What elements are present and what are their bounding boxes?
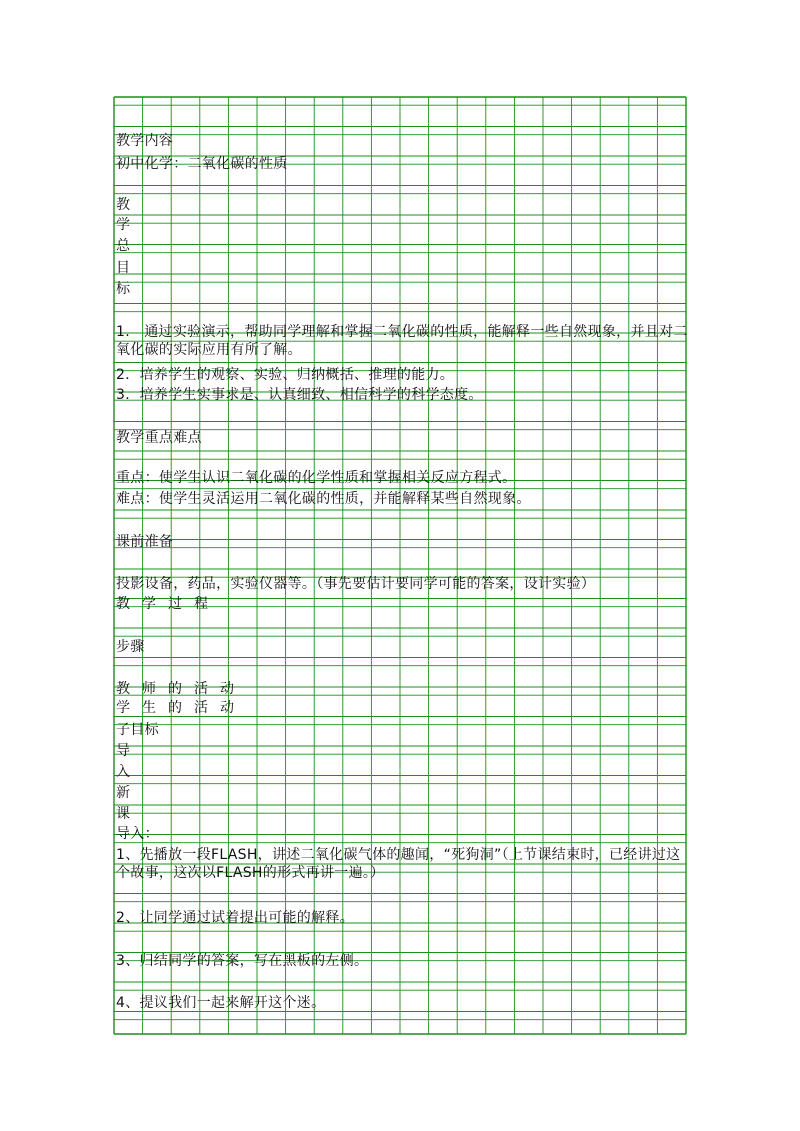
goals-label-char: 目 <box>116 260 131 276</box>
step-2: 2、让同学通过试着提出可能的解释。 <box>116 910 355 926</box>
heading-preparation: 课前准备 <box>116 534 174 550</box>
goal-1: 1. 通过实验演示，帮助同学理解和掌握二氧化碳的性质，能解释一些自然现象，并且对二氧化碳的实际应用有所了解。 <box>116 324 688 358</box>
course-title: 初中化学：二氧化碳的性质 <box>116 156 288 172</box>
teacher-activity-label: 教师的活动 <box>116 681 246 697</box>
student-activity-label: 学生的活动 <box>116 700 246 716</box>
goal-3: 3．培养学生实事求是、认真细致、相信科学的科学态度。 <box>116 387 483 403</box>
intro-label-char: 入 <box>116 764 131 780</box>
step-3: 3、归结同学的答案，写在黑板的左侧。 <box>116 953 369 969</box>
intro-label-char: 课 <box>116 806 131 822</box>
goal-2: 2．培养学生的观察、实验、归纳概括、推理的能力。 <box>116 367 455 383</box>
key-point: 重点：使学生认识二氧化碳的化学性质和掌握相关反应方程式。 <box>116 470 517 486</box>
goals-label-char: 标 <box>116 281 131 297</box>
difficult-point: 难点：使学生灵活运用二氧化碳的性质，并能解释某些自然现象。 <box>116 491 531 507</box>
step-4: 4、提议我们一起来解开这个迷。 <box>116 995 326 1011</box>
goals-label-char: 学 <box>116 217 131 233</box>
goals-label-char: 教 <box>116 197 131 213</box>
preparation-text: 投影设备，药品，实验仪器等。（事先要估计要同学可能的答案，设计实验） <box>116 576 596 592</box>
sub-goal-label: 子目标 <box>116 722 159 738</box>
step-1: 1、先播放一段FLASH，讲述二氧化碳气体的趣闻，“死狗洞”（上节课结束时，已经讲过这个故事，这次以FLASH的形式再讲一遍。） <box>116 847 681 881</box>
heading-teaching-content: 教学内容 <box>116 133 174 149</box>
heading-process: 教学过程 <box>116 596 220 612</box>
goals-label-char: 总 <box>116 238 131 254</box>
heading-key-points: 教学重点难点 <box>116 430 202 446</box>
steps-label: 步骤 <box>116 639 145 655</box>
intro-label-char: 导 <box>116 743 131 759</box>
intro-label-char: 新 <box>116 785 131 801</box>
intro-heading: 导入： <box>116 826 159 842</box>
